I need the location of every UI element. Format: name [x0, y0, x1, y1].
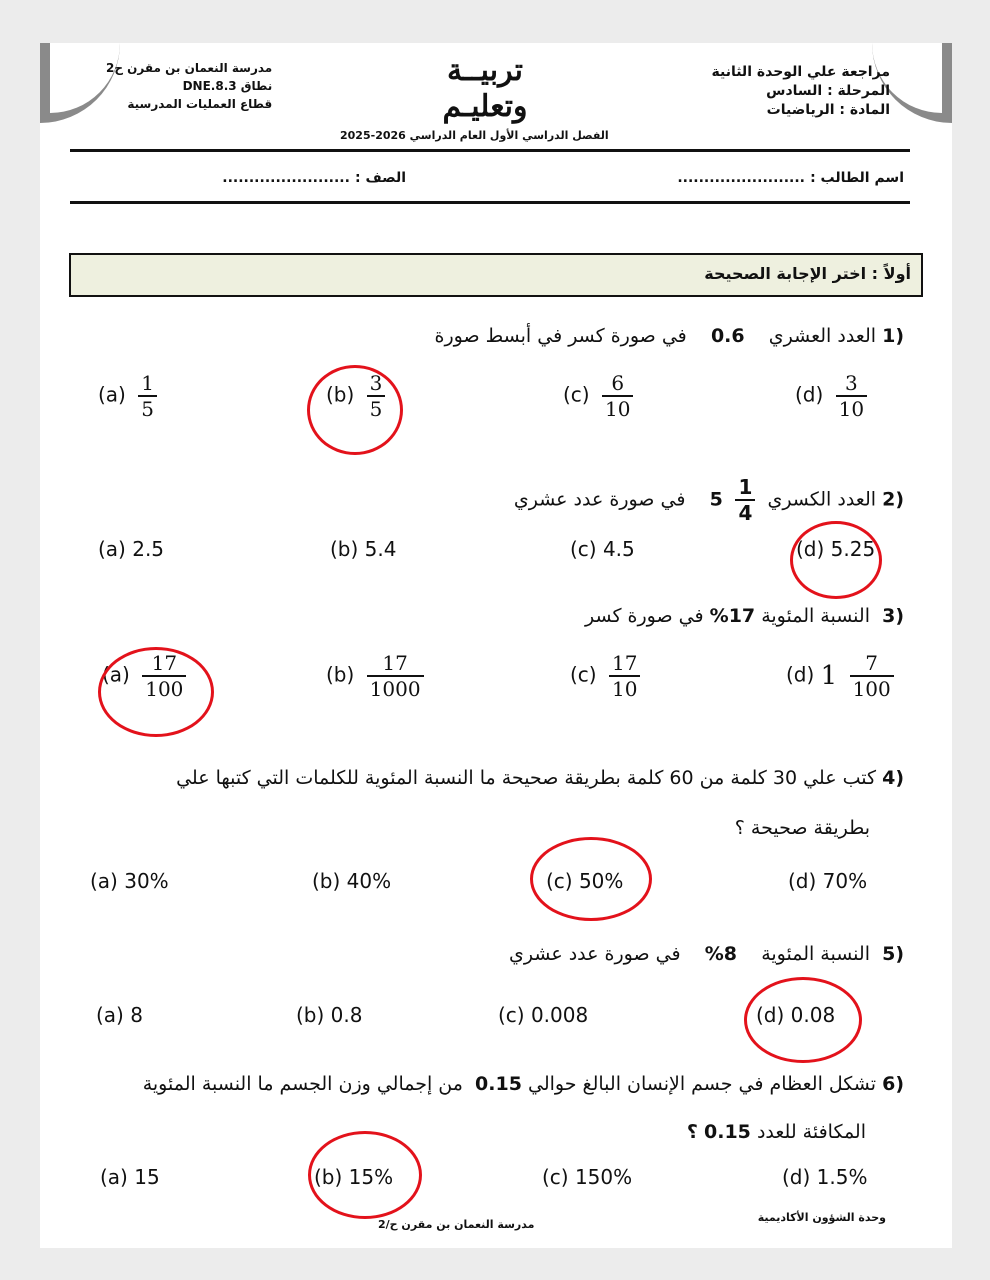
question-text: العدد الكسري: [767, 488, 877, 511]
q2-option-d[interactable]: (d) 5.25: [796, 537, 876, 561]
q3-option-c[interactable]: [570, 651, 640, 701]
q5-option-d[interactable]: (d) 0.08: [756, 1003, 836, 1027]
class-dots: ........................: [222, 170, 350, 186]
question-text: كتب علي 30 كلمة من 60 كلمة بطريقة صحيحة ما النسبة المئوية للكلمات التي كتبها علي: [176, 767, 877, 789]
fraction-denominator: 10: [602, 395, 633, 421]
header-subject: المادة : الرياضيات: [766, 102, 890, 118]
question-5: [509, 943, 904, 965]
question-text: النسبة المئوية: [761, 605, 870, 627]
option-label: (c): [570, 662, 597, 687]
q4-option-c[interactable]: (c) 50%: [546, 869, 624, 893]
q6-option-d[interactable]: (d) 1.5%: [782, 1165, 868, 1189]
mixed-number: [710, 475, 756, 525]
fraction-denominator: 5: [138, 395, 157, 421]
option-label: (b): [326, 382, 355, 407]
q1-option-d[interactable]: [795, 371, 867, 421]
question-4: [176, 767, 904, 789]
option-label: (a): [102, 662, 130, 687]
question-mark: ؟: [686, 1121, 698, 1143]
q6-option-a[interactable]: (a) 15: [100, 1165, 160, 1189]
answer-circle-q2: [790, 521, 882, 599]
question-3: [585, 605, 904, 627]
header-left: [106, 59, 272, 113]
option-label: (b): [326, 662, 355, 687]
question-2: [514, 475, 904, 525]
fraction-denominator: 4: [735, 499, 755, 525]
answer-circle-q4: [530, 837, 652, 921]
option-label: (d): [795, 382, 824, 407]
question-value: 0.15: [704, 1121, 751, 1143]
question-1: [435, 325, 904, 347]
question-text: المكافئة للعدد: [756, 1121, 866, 1143]
question-text: في صورة كسر في أبسط صورة: [434, 325, 687, 347]
section-header: [69, 253, 923, 297]
answer-circle-q6: [308, 1131, 422, 1219]
question-number: (3: [882, 605, 904, 627]
fraction-numerator: 17: [151, 651, 178, 675]
q2-option-b[interactable]: (b) 5.4: [330, 537, 397, 561]
fraction-numerator: 1: [738, 475, 753, 499]
question-text: النسبة المئوية: [761, 943, 870, 965]
footer-academic-unit: وحدة الشؤون الأكاديمية: [757, 1211, 886, 1224]
fraction-denominator: 5: [367, 395, 386, 421]
question-6: [143, 1073, 904, 1095]
question-value: 0.6: [710, 325, 745, 347]
header-school: مدرسة النعمان بن مقرن ح2: [106, 61, 273, 75]
fraction: [836, 371, 867, 421]
question-number: (6: [882, 1073, 904, 1095]
question-text: من إجمالي وزن الجسم ما النسبة المئوية: [142, 1073, 463, 1095]
q5-option-c[interactable]: (c) 0.008: [498, 1003, 589, 1027]
q4-option-d[interactable]: (d) 70%: [788, 869, 868, 893]
q3-option-d[interactable]: [786, 651, 894, 701]
question-value: 17%: [709, 605, 756, 627]
header-domain: نطاق DNE.8.3: [182, 79, 273, 93]
fraction-numerator: 6: [611, 371, 625, 395]
fraction: [367, 651, 424, 701]
fraction: [850, 651, 894, 701]
option-label: (a): [98, 382, 126, 407]
fraction: [735, 475, 755, 525]
question-text: تشكل العظام في جسم الإنسان البالغ حوالي: [527, 1073, 877, 1095]
fraction: [602, 371, 633, 421]
q4-option-a[interactable]: (a) 30%: [90, 869, 169, 893]
mixed-whole: 1: [820, 661, 838, 691]
fraction-numerator: 3: [369, 371, 383, 395]
header-rule-bottom: [70, 201, 910, 204]
question-value: 8%: [704, 943, 738, 965]
fraction-denominator: 1000: [367, 675, 424, 701]
q1-option-c[interactable]: [563, 371, 633, 421]
q1-option-a[interactable]: [98, 371, 157, 421]
logo-line-1: تربيــة: [447, 53, 523, 88]
class-label: الصف :: [355, 170, 406, 186]
header-rule-top: [70, 149, 910, 152]
semester-label: الفصل الدراسي الأول العام الدراسي 2026-2025: [340, 129, 609, 142]
question-number: (2: [882, 488, 904, 511]
q2-option-c[interactable]: (c) 4.5: [570, 537, 635, 561]
student-name-field: [677, 167, 904, 186]
question-number: (5: [882, 943, 904, 965]
q5-option-a[interactable]: (a) 8: [96, 1003, 143, 1027]
fraction-numerator: 1: [141, 371, 154, 395]
question-number: (4: [882, 767, 904, 789]
worksheet-page: [40, 43, 952, 1248]
student-name-label: اسم الطالب :: [810, 170, 904, 186]
answer-circle-q1: [307, 365, 403, 455]
footer-school: مدرسة النعمان بن مقرن ح/2: [378, 1218, 535, 1231]
logo-line-2: وتعليـم: [442, 89, 528, 124]
header-review-title: مراجعة علي الوحدة الثانية: [711, 64, 890, 80]
question-text: في صورة عدد عشري: [509, 943, 681, 965]
q2-option-a[interactable]: (a) 2.5: [98, 537, 165, 561]
student-name-dots: ........................: [677, 170, 805, 186]
class-field: [76, 167, 406, 186]
fraction-numerator: 3: [845, 371, 858, 395]
q6-option-b[interactable]: (b) 15%: [314, 1165, 394, 1189]
fraction-numerator: 7: [865, 651, 879, 675]
header-grade: المرحلة : السادس: [766, 83, 890, 99]
answer-circle-q5: [744, 977, 862, 1063]
question-text: في صورة كسر: [585, 605, 704, 627]
question-value: 0.15: [475, 1073, 522, 1095]
question-4-line2: بطريقة صحيحة ؟: [734, 817, 870, 839]
question-text: في صورة عدد عشري: [513, 488, 686, 511]
fraction-denominator: 100: [142, 675, 186, 701]
question-number: (1: [882, 325, 904, 347]
option-label: (d): [786, 662, 815, 687]
fraction-denominator: 100: [850, 675, 894, 701]
fraction-numerator: 17: [382, 651, 408, 675]
fraction-denominator: 10: [609, 675, 640, 701]
header-sector: قطاع العمليات المدرسية: [127, 97, 273, 111]
ministry-logo: [430, 53, 540, 125]
header-right: [712, 63, 891, 120]
question-text: العدد العشري: [768, 325, 877, 347]
fraction-numerator: 17: [611, 651, 638, 675]
q3-option-b[interactable]: [326, 651, 424, 701]
fraction: [138, 371, 157, 421]
section-title: أولاً : اختر الإجابة الصحيحة: [704, 264, 911, 283]
option-label: (c): [563, 382, 590, 407]
q5-option-b[interactable]: (b) 0.8: [296, 1003, 363, 1027]
mixed-whole: 5: [709, 488, 723, 511]
q6-option-c[interactable]: (c) 150%: [542, 1165, 633, 1189]
answer-circle-q3: [98, 647, 214, 737]
question-6-line2: [687, 1121, 866, 1143]
fraction: [609, 651, 640, 701]
fraction-denominator: 10: [836, 395, 867, 421]
q4-option-b[interactable]: (b) 40%: [312, 869, 392, 893]
